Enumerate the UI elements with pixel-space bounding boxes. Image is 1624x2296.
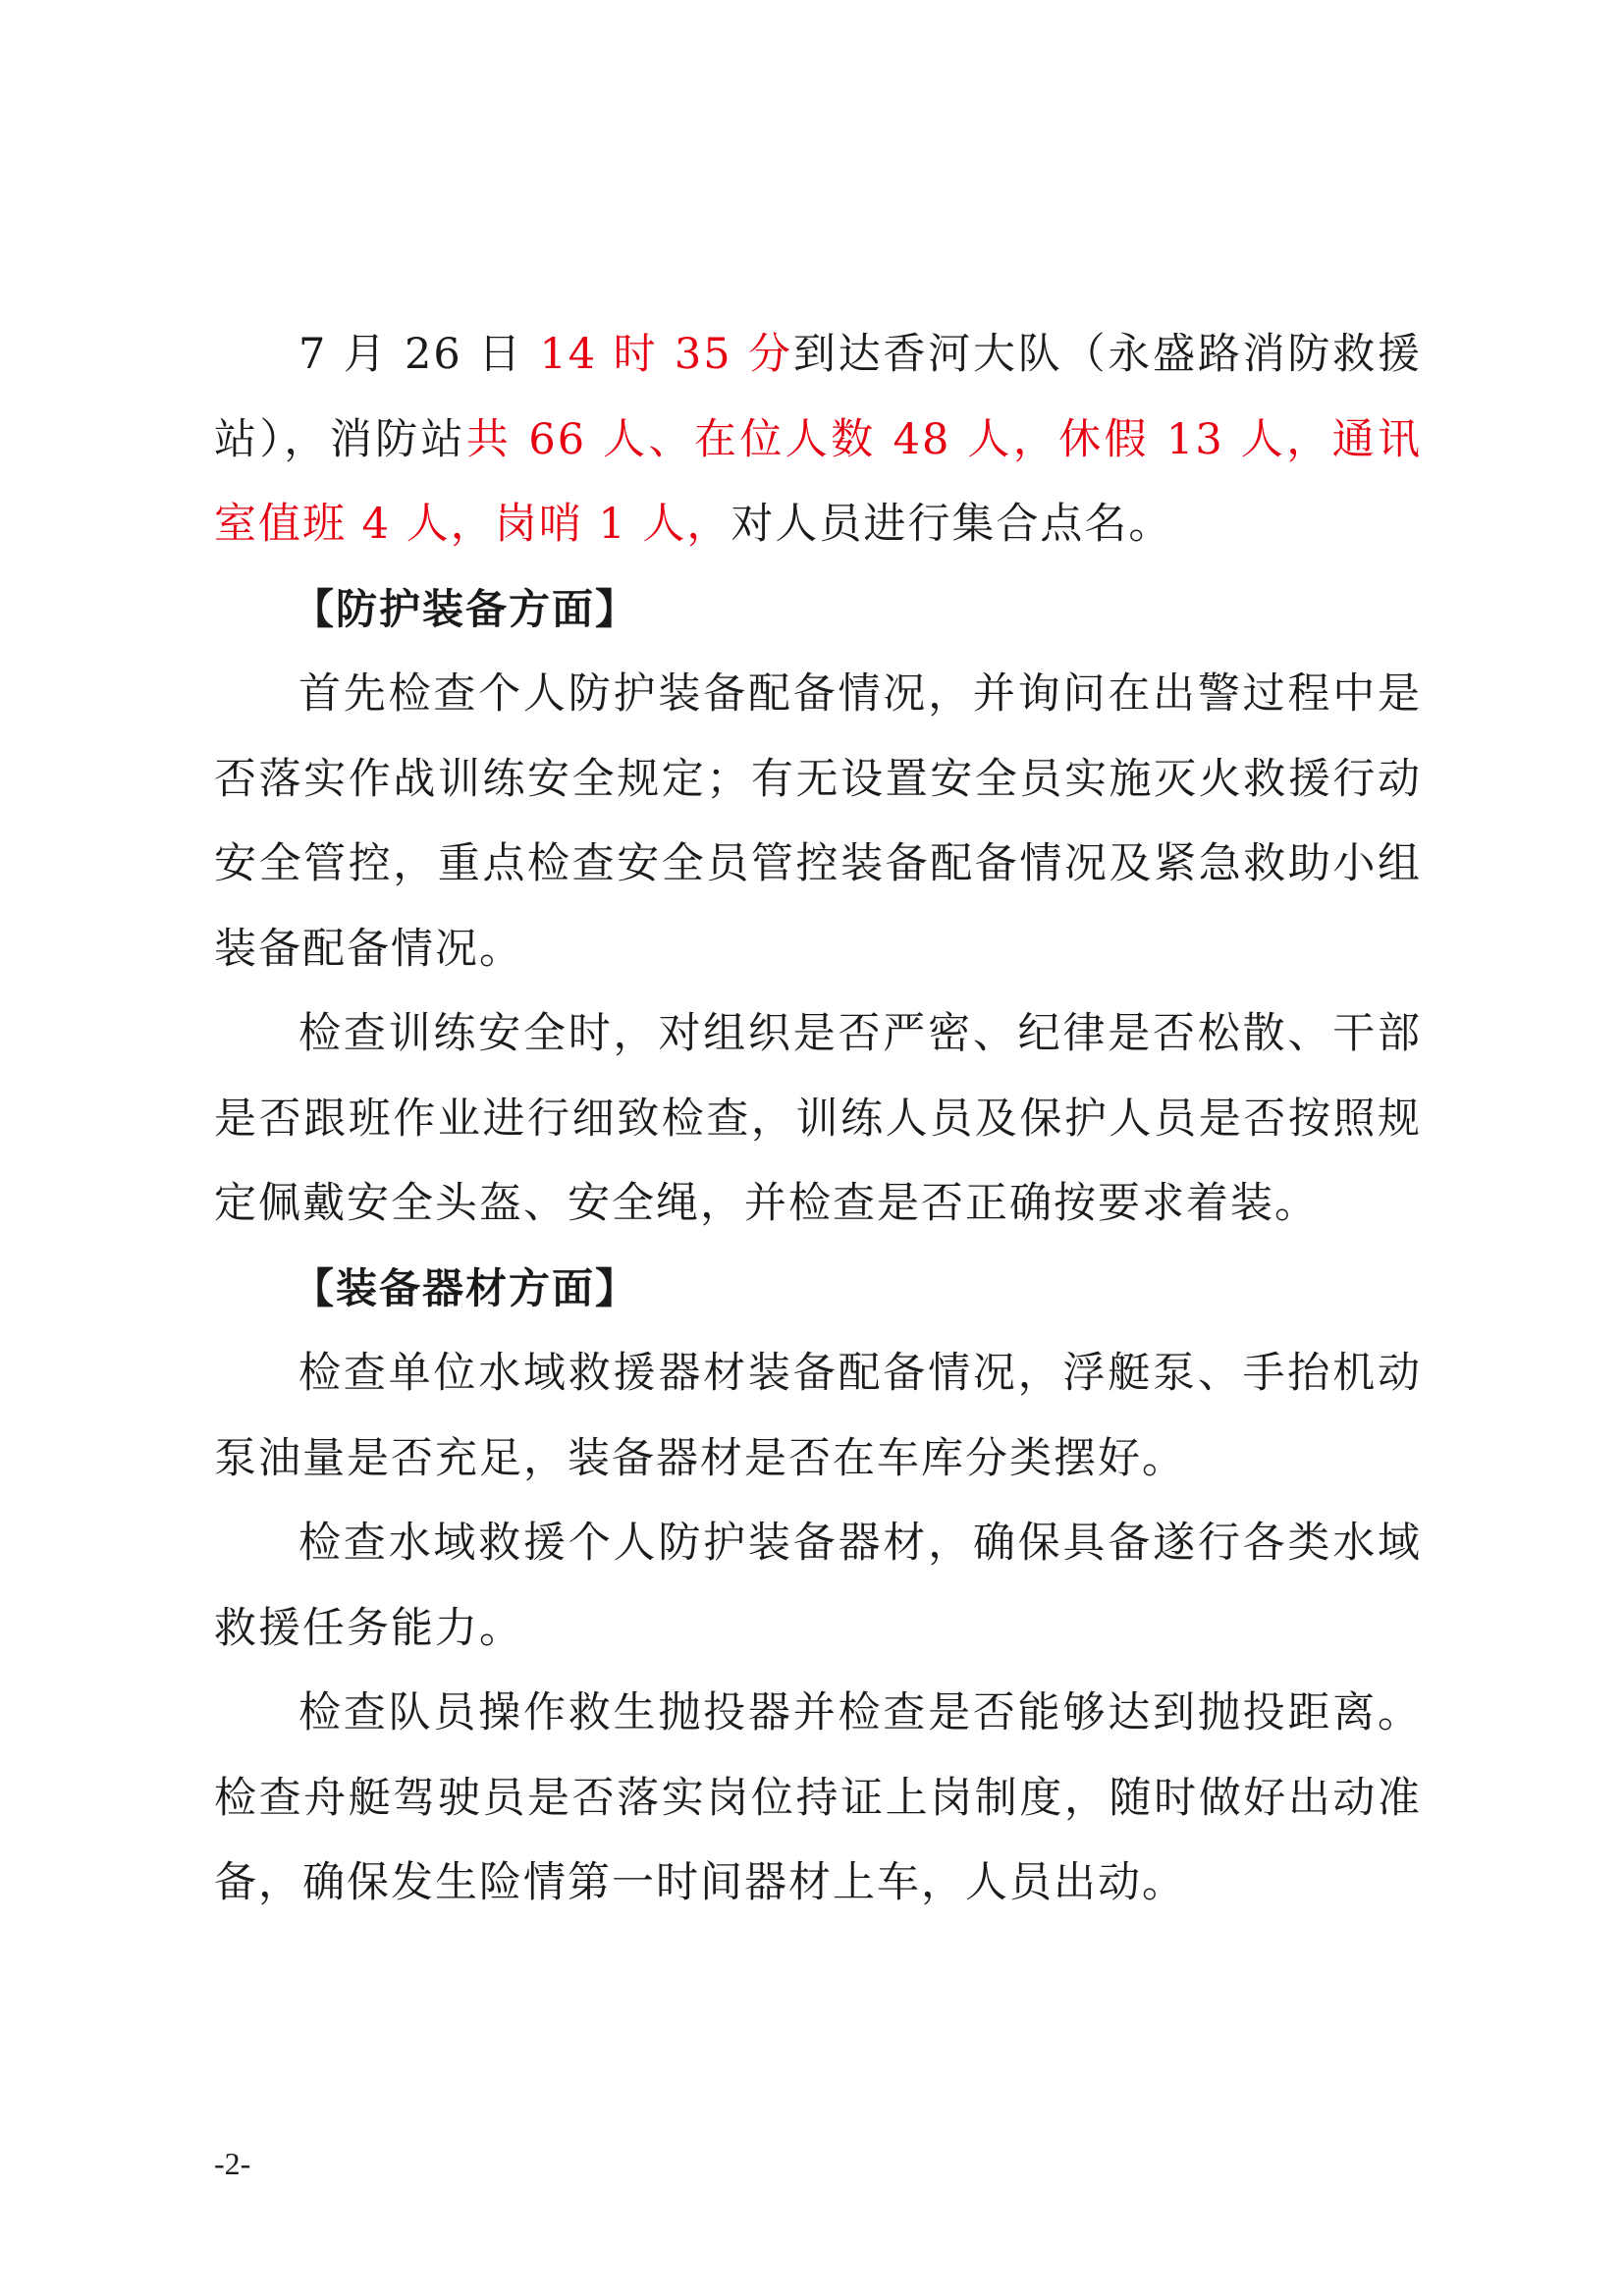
paragraph-training-safety-check: 检查训练安全时，对组织是否严密、纪律是否松散、干部是否跟班作业进行细致检查，训练人员及保护人员是否按照规定佩戴安全头盔、安全绳，并检查是否正确按要求着装。 xyxy=(214,1009,1422,1228)
arrival-date: 7 月 26 日 xyxy=(298,330,540,379)
personnel-counts: 共 66 人、在位人数 48 人，休假 13 人，通讯室值班 4 人，岗哨 1 人， xyxy=(214,414,1422,549)
paragraph-water-rescue-ppe: 检查水域救援个人防护装备器材，确保具备遂行各类水域救援任务能力。 xyxy=(214,1519,1422,1653)
paragraph-protective-equipment-check: 首先检查个人防护装备配备情况，并询问在出警过程中是否落实作战训练安全规定；有无设置安全员实施灭火救援行动安全管控，重点检查安全员管控装备配备情况及紧急救助小组装备配备情况。 xyxy=(214,669,1422,974)
arrival-location: 到达香河大队（永盛路消防救援站），消防站 xyxy=(214,330,1423,464)
paragraph-water-rescue-equipment: 检查单位水域救援器材装备配备情况，浮艇泵、手抬机动泵油量是否充足，装备器材是否在车库分类摆好。 xyxy=(214,1349,1422,1483)
roll-call-text: 对人员进行集合点名。 xyxy=(731,500,1173,549)
document-body xyxy=(214,312,1422,1926)
section-heading-equipment-materials: 【装备器材方面】 xyxy=(293,1263,639,1312)
arrival-time: 14 时 35 分 xyxy=(539,330,793,379)
section-heading-protective-equipment: 【防护装备方面】 xyxy=(293,584,639,633)
paragraph-throwing-device-check: 检查队员操作救生抛投器并检查是否能够达到抛投距离。检查舟艇驾驶员是否落实岗位持证上岗制度，随时做好出动准备，确保发生险情第一时间器材上车，人员出动。 xyxy=(214,1688,1422,1907)
page-number: -2- xyxy=(214,2146,251,2181)
paragraph-arrival xyxy=(214,312,1422,567)
